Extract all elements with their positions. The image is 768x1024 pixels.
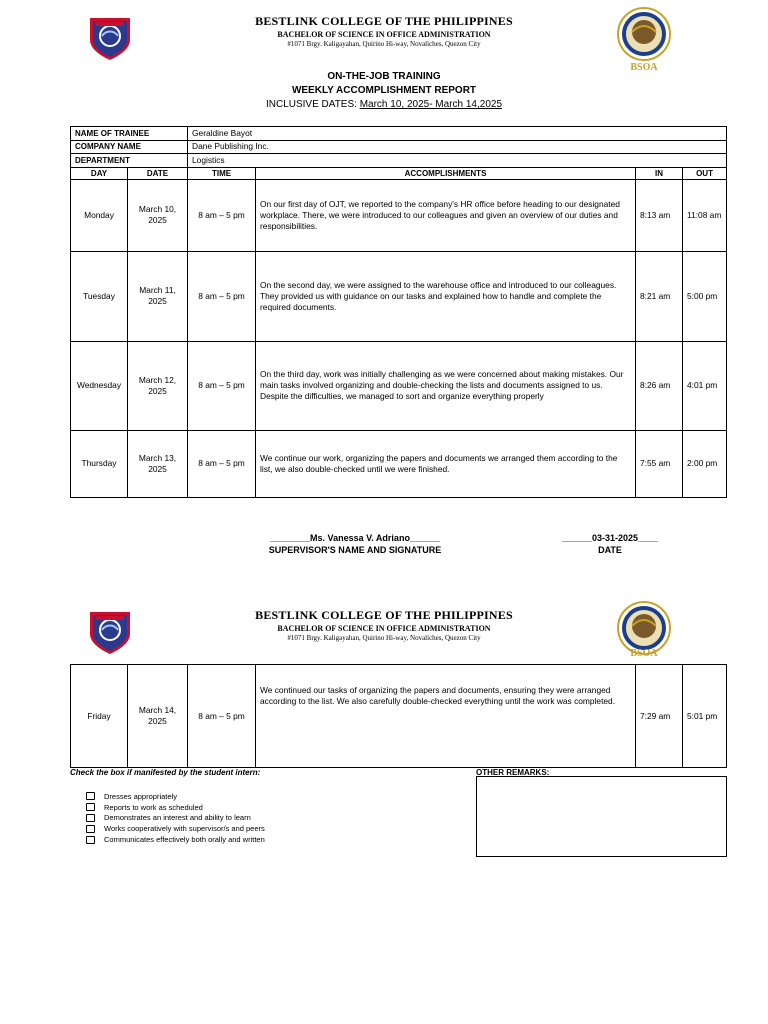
checklist-item	[86, 823, 265, 834]
college-address: #1071 Brgy. Kaligayahan, Quirino Hi-way, Novaliches, Quezon City	[287, 40, 481, 48]
checklist	[86, 791, 265, 845]
row-in: 8:13 am	[636, 179, 683, 251]
row-accomplishment: On the third day, work was initially challenging as we were concerned about making mistakes. Our main tasks involved organizing and double-checking the lists and documents assigned to us. Despite the difficulties, we managed to sort and organize everything properly	[256, 341, 636, 430]
col-in: IN	[636, 167, 683, 179]
table-row	[71, 341, 727, 430]
col-date: DATE	[128, 167, 188, 179]
checklist-item	[86, 802, 265, 813]
checkbox[interactable]	[86, 836, 95, 844]
info-row-department	[71, 154, 727, 168]
checklist-item-label: Demonstrates an interest and ability to learn	[104, 813, 251, 823]
row-day: Friday	[71, 665, 128, 768]
college-address: #1071 Brgy. Kaligayahan, Quirino Hi-way, Novaliches, Quezon City	[287, 634, 481, 642]
supervisor-signature	[240, 533, 470, 555]
row-accomplishment: On the second day, we were assigned to the warehouse office and introduced to our colleagues. They provided us with guidance on our tasks and explained how to handle and complete the required documents.	[256, 251, 636, 341]
supervisor-name: ________Ms. Vanessa V. Adriano______	[270, 533, 440, 543]
other-remarks-title: OTHER REMARKS:	[476, 768, 550, 777]
checkbox[interactable]	[86, 814, 95, 822]
row-date: March 14, 2025	[128, 665, 188, 768]
department-label: DEPARTMENT	[71, 154, 188, 168]
inclusive-dates-label: INCLUSIVE DATES:	[265, 99, 360, 110]
info-row-trainee	[71, 127, 727, 141]
report-titles	[0, 70, 768, 112]
row-in: 8:26 am	[636, 341, 683, 430]
row-day: Thursday	[71, 430, 128, 497]
trainee-label: NAME OF TRAINEE	[71, 127, 188, 141]
row-time: 8 am – 5 pm	[188, 179, 256, 251]
program-name: BACHELOR OF SCIENCE IN OFFICE ADMINISTRATION	[277, 30, 491, 39]
col-day: DAY	[71, 167, 128, 179]
row-day: Wednesday	[71, 341, 128, 430]
bsoa-seal-logo	[612, 6, 676, 70]
signature-date-label: DATE	[598, 545, 622, 555]
report-title-line2: WEEKLY ACCOMPLISHMENT REPORT	[291, 85, 477, 96]
checklist-item	[86, 791, 265, 802]
row-out: 4:01 pm	[683, 341, 727, 430]
row-time: 8 am – 5 pm	[188, 665, 256, 768]
row-accomplishment: We continue our work, organizing the papers and documents we arranged them according to the list, we also double-checked until we were finished.	[256, 430, 636, 497]
table-row	[71, 665, 727, 768]
college-name: BESTLINK COLLEGE OF THE PHILIPPINES	[255, 608, 513, 622]
row-date: March 12, 2025	[128, 341, 188, 430]
row-time: 8 am – 5 pm	[188, 430, 256, 497]
info-row-company	[71, 140, 727, 154]
company-value: Dane Publishing Inc.	[188, 140, 727, 154]
table-row	[71, 179, 727, 251]
row-in: 8:21 am	[636, 251, 683, 341]
checklist-item	[86, 834, 265, 845]
accomplishment-table-continued	[70, 664, 727, 768]
row-date: March 13, 2025	[128, 430, 188, 497]
department-value: Logistics	[188, 154, 727, 168]
bsoa-seal-text: BSOA	[630, 648, 658, 659]
row-day: Tuesday	[71, 251, 128, 341]
trainee-value: Geraldine Bayot	[188, 127, 727, 141]
row-accomplishment: We continued our tasks of organizing the papers and documents, ensuring they were arranged according to the list. We also carefully double-checked everything until the work was completed.	[256, 665, 636, 768]
row-out: 5:00 pm	[683, 251, 727, 341]
checklist-item-label: Works cooperatively with supervisor/s and peers	[104, 824, 265, 834]
column-header-row	[71, 167, 727, 179]
signature-date-value: ______03-31-2025____	[561, 533, 659, 543]
table-row	[71, 430, 727, 497]
row-out: 2:00 pm	[683, 430, 727, 497]
supervisor-label: SUPERVISOR'S NAME AND SIGNATURE	[268, 545, 442, 555]
inclusive-dates-value: March 10, 2025- March 14,2025	[359, 99, 503, 110]
checklist-item-label: Communicates effectively both orally and written	[104, 835, 265, 845]
row-day: Monday	[71, 179, 128, 251]
checklist-item-label: Dresses appropriately	[104, 791, 177, 801]
checkbox[interactable]	[86, 792, 95, 800]
checklist-item-label: Reports to work as scheduled	[104, 802, 203, 812]
row-in: 7:29 am	[636, 665, 683, 768]
row-time: 8 am – 5 pm	[188, 341, 256, 430]
college-name: BESTLINK COLLEGE OF THE PHILIPPINES	[255, 14, 513, 28]
accomplishment-table	[70, 126, 727, 498]
bsoa-seal-text: BSOA	[630, 62, 658, 73]
col-out: OUT	[683, 167, 727, 179]
report-title-line1: ON-THE-JOB TRAINING	[327, 71, 441, 82]
row-out: 11:08 am	[683, 179, 727, 251]
signature-date	[540, 533, 680, 555]
row-date: March 10, 2025	[128, 179, 188, 251]
row-in: 7:55 am	[636, 430, 683, 497]
row-time: 8 am – 5 pm	[188, 251, 256, 341]
checkbox[interactable]	[86, 803, 95, 811]
checklist-title: Check the box if manifested by the student intern:	[70, 768, 261, 777]
table-row	[71, 251, 727, 341]
col-time: TIME	[188, 167, 256, 179]
checkbox[interactable]	[86, 825, 95, 833]
program-name: BACHELOR OF SCIENCE IN OFFICE ADMINISTRATION	[277, 624, 491, 633]
col-accomplishments: ACCOMPLISHMENTS	[256, 167, 636, 179]
row-accomplishment: On our first day of OJT, we reported to the company's HR office before heading to our designated workplace. There, we were introduced to our colleagues and given an overview of our duties and responsibilities.	[256, 179, 636, 251]
company-label: COMPANY NAME	[71, 140, 188, 154]
inclusive-dates	[0, 98, 768, 112]
row-out: 5:01 pm	[683, 665, 727, 768]
other-remarks-box[interactable]	[476, 776, 727, 857]
checklist-item	[86, 813, 265, 824]
row-date: March 11, 2025	[128, 251, 188, 341]
